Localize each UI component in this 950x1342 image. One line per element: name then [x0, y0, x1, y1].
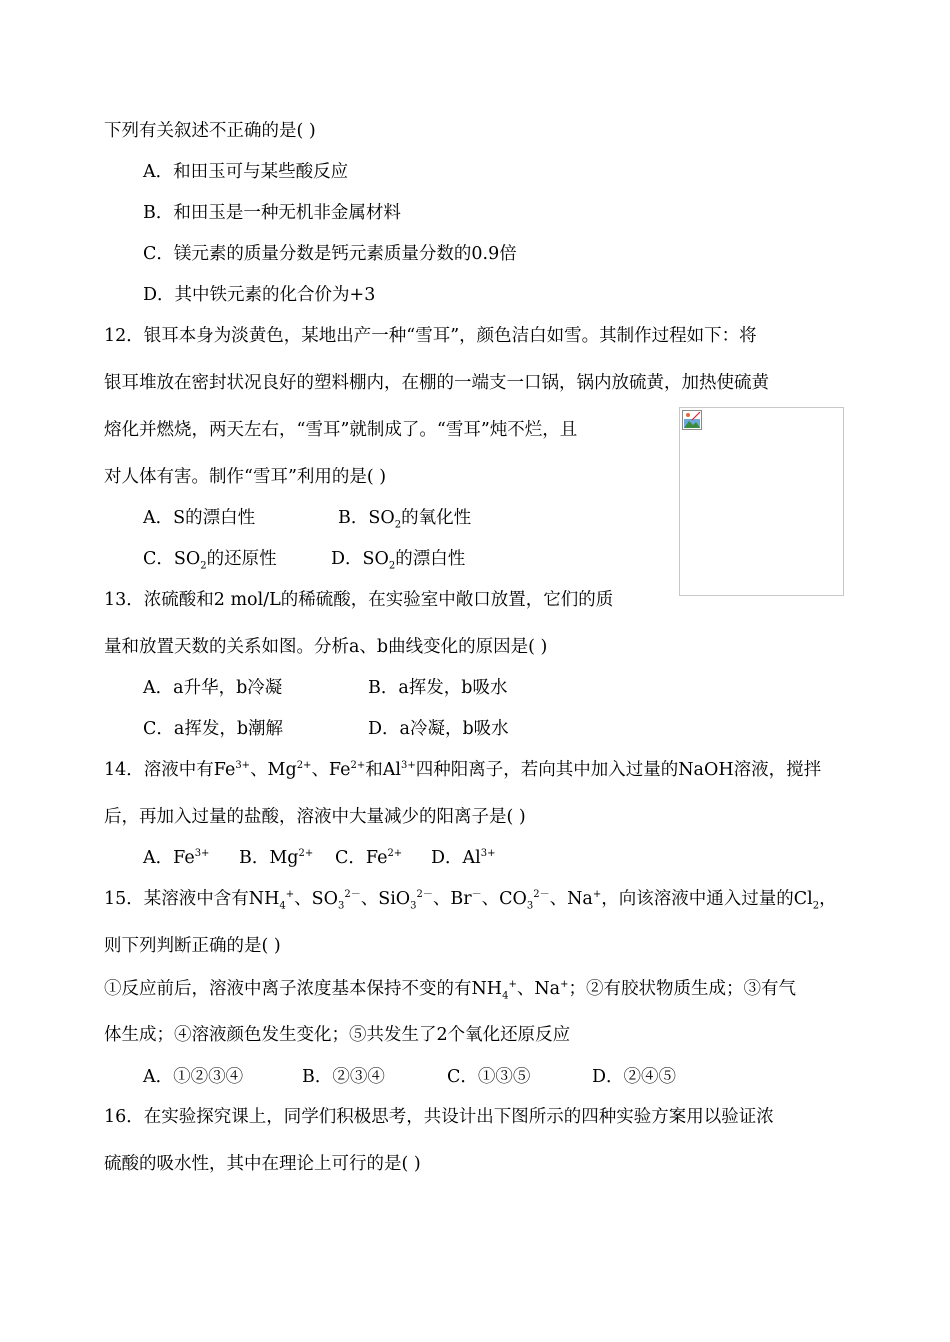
q12-line-3: 熔化并燃烧，两天左右，“雪耳”就制成了。“雪耳”炖不烂，且 [104, 420, 578, 440]
q11-option-c: C．镁元素的质量分数是钙元素质量分数的0.9倍 [143, 244, 517, 264]
q14-option-a: A．$Fe^{3+}$ [143, 848, 210, 868]
q11-option-d: D．其中铁元素的化合价为+3 [143, 285, 376, 305]
q15-option-c: C．①③⑤ [447, 1067, 531, 1087]
q14-option-d: D．$Al^{3+}$ [431, 848, 496, 868]
q11-option-a: A．和田玉可与某些酸反应 [143, 162, 349, 182]
q13-option-d: D．a冷凝，b吸水 [368, 719, 509, 739]
figure-placeholder [679, 407, 844, 596]
q11-stem: 下列有关叙述不正确的是( ) [104, 121, 316, 141]
q12-option-c: C．$SO_2$的还原性 [143, 549, 277, 572]
q16-line-1: 16．在实验探究课上，同学们积极思考，共设计出下图所示的四种实验方案用以验证浓 [104, 1107, 774, 1127]
q14-option-c: C．$Fe^{2+}$ [335, 848, 403, 868]
q12-option-b: B．$SO_2$的氧化性 [338, 508, 472, 531]
q13-option-b: B．a挥发，b吸水 [368, 678, 508, 698]
q14-line-1: 14．溶液中有$Fe^{3+}$、$Mg^{2+}$、$Fe^{2+}$和$Al^{3+}$四种阳离子，若向其中加入过量的NaOH溶液，搅拌 [104, 760, 822, 780]
q14-line-2: 后，再加入过量的盐酸，溶液中大量减少的阳离子是( ) [104, 807, 526, 827]
q12-option-a: A．S的漂白性 [143, 508, 256, 528]
q15-line-4: 体生成；④溶液颜色发生变化；⑤共发生了2个氧化还原反应 [104, 1025, 571, 1045]
q16-line-2: 硫酸的吸水性，其中在理论上可行的是( ) [104, 1154, 421, 1174]
q15-line-1: 15．某溶液中含有$NH_4^+$、$SO_3^{2-}$、SiO$_3^{2-}$、Br－、$CO_3^{2-}$、Na+，向该溶液中通入过量的$Cl_2$， [104, 889, 837, 912]
q15-option-b: B．②③④ [302, 1067, 385, 1087]
broken-image-icon [682, 410, 702, 430]
q15-line-2: 则下列判断正确的是( ) [104, 936, 281, 956]
q15-option-a: A．①②③④ [143, 1067, 244, 1087]
q15-line-3: ①反应前后，溶液中离子浓度基本保持不变的有$NH_4^+$、Na+；②有胶状物质生成；③有气 [104, 979, 796, 1002]
q13-line-2: 量和放置天数的关系如图。分析a、b曲线变化的原因是( ) [104, 637, 548, 657]
q12-option-d: D．$SO_2$的漂白性 [331, 549, 466, 572]
q12-line-2: 银耳堆放在密封状况良好的塑料棚内，在棚的一端支一口锅，锅内放硫黄，加热使硫黄 [104, 373, 769, 393]
q11-option-b: B．和田玉是一种无机非金属材料 [143, 203, 401, 223]
q13-line-1: 13．浓硫酸和2 mol/L的稀硫酸，在实验室中敞口放置，它们的质 [104, 590, 614, 610]
q15-option-d: D．②④⑤ [592, 1067, 677, 1087]
q13-option-c: C．a挥发，b潮解 [143, 719, 284, 739]
q14-option-b: B．$Mg^{2+}$ [239, 848, 314, 868]
q13-option-a: A．a升华，b冷凝 [143, 678, 283, 698]
q12-line-1: 12．银耳本身为淡黄色，某地出产一种“雪耳”，颜色洁白如雪。其制作过程如下：将 [104, 326, 757, 346]
q12-line-4: 对人体有害。制作“雪耳”利用的是( ) [104, 467, 387, 487]
